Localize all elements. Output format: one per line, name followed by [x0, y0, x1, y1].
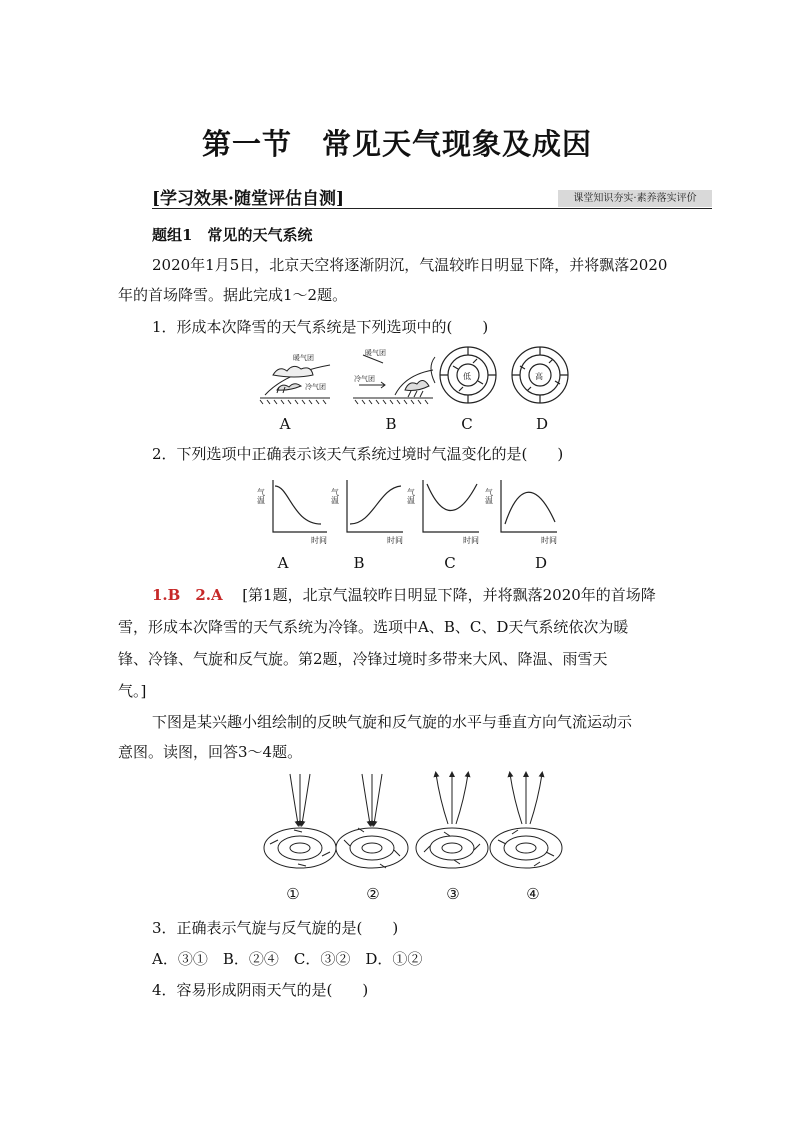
fig34-label-3: ③ — [446, 885, 460, 903]
q1-option-c: C — [461, 415, 473, 433]
q2-option-c: C — [444, 554, 456, 572]
question-2-stem: 2．下列选项中正确表示该天气系统过境时气温变化的是( ) — [152, 445, 564, 463]
temp-curve-d — [485, 480, 558, 545]
fig34-airflow — [260, 770, 580, 880]
q1-option-a: A — [279, 415, 291, 433]
intro-line-2: 年的首场降雪。据此完成1～2题。 — [118, 286, 348, 304]
section-divider — [152, 208, 712, 209]
cold-air-label: 冷气团 — [305, 383, 326, 391]
low-label: 低 — [463, 372, 471, 381]
axis-y-label-c: 气温 — [406, 488, 416, 504]
q2-figure — [255, 472, 575, 547]
answer-line-4: 气。] — [118, 682, 147, 700]
q2-option-b: B — [353, 554, 365, 572]
q1-option-b: B — [385, 415, 397, 433]
airflow-diagram-2 — [336, 774, 408, 868]
q1-figure — [255, 345, 575, 407]
axis-y-label-b: 气温 — [330, 488, 340, 504]
cold-front-diagram — [353, 348, 435, 404]
warm-air-label-b: 暖气团 — [365, 349, 386, 357]
axis-x-label-a: 时间 — [311, 536, 327, 545]
question-3-stem: 3．正确表示气旋与反气旋的是( ) — [152, 919, 399, 937]
page-title: 第一节 常见天气现象及成因 — [201, 127, 592, 161]
axis-x-label-c: 时间 — [463, 536, 479, 545]
q2-option-a: A — [277, 554, 289, 572]
section-heading: [学习效果·随堂评估自测] — [152, 189, 345, 209]
answer-text-1: [第1题，北京气温较昨日明显下降，并将飘落2020年的首场降 — [242, 586, 656, 604]
intro-34-line-2: 意图。读图，回答3～4题。 — [118, 743, 303, 761]
temp-curve-c — [407, 480, 480, 545]
answer-line-3: 锋、冷锋、气旋和反气旋。第2题，冷锋过境时多带来大风、降温、雨雪天 — [118, 650, 608, 668]
cyclone-diagram — [440, 347, 496, 403]
warm-air-label: 暖气团 — [293, 354, 314, 362]
intro-line-1: 2020年1月5日，北京天空将逐渐阴沉，气温较昨日明显下降，并将飘落2020 — [152, 256, 668, 274]
temp-curve-a — [257, 480, 328, 545]
temp-curve-b — [331, 480, 404, 545]
axis-y-label-d: 气温 — [484, 488, 494, 504]
axis-x-label-d: 时间 — [541, 536, 557, 545]
cold-air-label-b: 冷气团 — [354, 375, 375, 383]
airflow-diagram-4 — [490, 774, 562, 868]
fig34-label-4: ④ — [526, 885, 540, 903]
question-3-options: A．③① B．②④ C．③② D．①② — [152, 950, 423, 968]
q1-option-d: D — [535, 415, 549, 433]
axis-x-label-b: 时间 — [387, 536, 403, 545]
question-1-stem: 1．形成本次降雪的天气系统是下列选项中的( ) — [152, 318, 489, 336]
answer-line-1 — [152, 585, 656, 605]
axis-y-label-a: 气温 — [256, 488, 266, 504]
warm-front-diagram — [260, 353, 330, 404]
answer-keys: 1.B 2.A — [152, 586, 223, 604]
q2-option-d: D — [534, 554, 548, 572]
airflow-diagram-3 — [416, 774, 488, 868]
answer-line-2: 雪，形成本次降雪的天气系统为冷锋。选项中A、B、C、D天气系统依次为暖 — [118, 618, 629, 636]
section-badge: 课堂知识夯实·素养落实评价 — [558, 190, 712, 207]
intro-34-line-1: 下图是某兴趣小组绘制的反映气旋和反气旋的水平与垂直方向气流运动示 — [152, 713, 633, 731]
fig34-label-2: ② — [366, 885, 380, 903]
high-label: 高 — [535, 372, 543, 381]
airflow-diagram-1 — [264, 774, 336, 868]
group-label: 题组1 常见的天气系统 — [152, 226, 313, 244]
anticyclone-diagram — [512, 347, 568, 403]
question-4-stem: 4．容易形成阴雨天气的是( ) — [152, 981, 369, 999]
fig34-label-1: ① — [286, 885, 300, 903]
